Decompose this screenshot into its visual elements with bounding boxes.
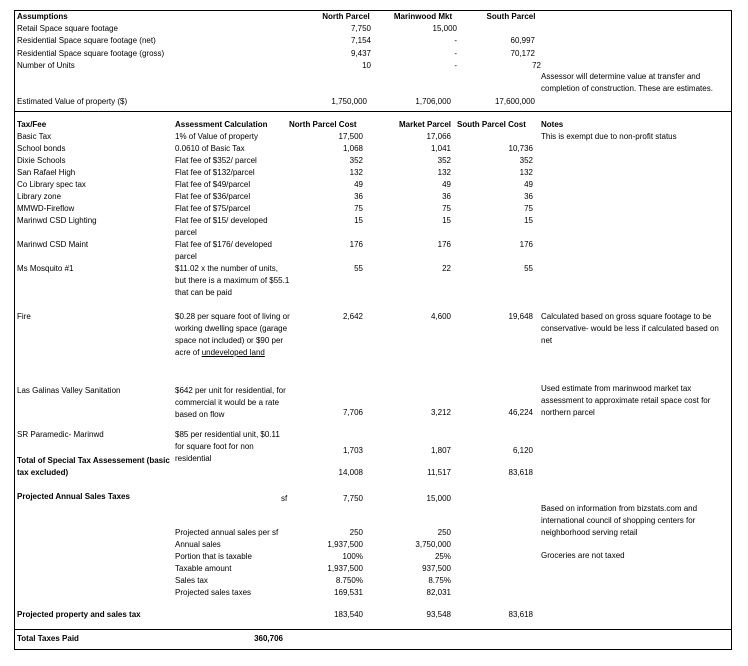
fee-north: 176 — [349, 240, 363, 249]
assump-market-3: - — [454, 61, 457, 70]
fee-calc: Flat fee of $36/parcel — [175, 192, 251, 201]
fee-north: 55 — [354, 264, 363, 273]
sales-row-label: Sales tax — [175, 576, 208, 585]
fee-north: 1,703 — [342, 446, 363, 455]
fee-market: 352 — [437, 156, 451, 165]
sales-note-2: Groceries are not taxed — [541, 551, 625, 560]
fee-south: 15 — [524, 216, 533, 225]
fee-north: 49 — [354, 180, 363, 189]
fee-calc: 1% of Value of property — [175, 132, 259, 141]
fee-south: 352 — [519, 156, 533, 165]
fee-calc: Flat fee of $49/parcel — [175, 180, 251, 189]
fee-label: Ms Mosquito #1 — [17, 264, 74, 273]
fee-market: 75 — [442, 204, 451, 213]
sales-row-label: Projected sales taxes — [175, 588, 252, 597]
sales-rows — [15, 11, 731, 649]
fee-calc: $85 per residential unit, $0.11 for square foot for non residential — [175, 430, 280, 463]
fee-north: 17,500 — [338, 132, 363, 141]
assump-north-3: 10 — [362, 61, 371, 70]
assump-south-2: 70,172 — [510, 49, 535, 58]
fee-calc: Flat fee of $75/parcel — [175, 204, 251, 213]
fee-calc: Flat fee of $15/ developed parcel — [175, 216, 268, 237]
fee-market: 132 — [437, 168, 451, 177]
sales-unit: sf — [281, 494, 288, 503]
fee-note: Used estimate from marinwood market tax assessment to approximate retail space cost for northern parcel — [541, 384, 711, 417]
assump-south-3: 72 — [532, 61, 541, 70]
sales-row-label: Portion that is taxable — [175, 552, 252, 561]
fee-north: 15 — [354, 216, 363, 225]
estimated-south: 17,600,000 — [494, 97, 535, 106]
assump-north-1: 7,154 — [350, 36, 371, 45]
fee-label: Las Galinas Valley Sanitation — [17, 386, 121, 395]
divider-2 — [15, 629, 731, 630]
fee-label: Fire — [17, 312, 31, 321]
estimated-north: 1,750,000 — [331, 97, 367, 106]
fee-market: 17,066 — [426, 132, 451, 141]
fee-south: 10,736 — [508, 144, 533, 153]
fee-south: 176 — [519, 240, 533, 249]
fee-market: 176 — [437, 240, 451, 249]
fee-north: 7,706 — [342, 408, 363, 417]
fee-calc: $11.02 x the number of units, but there is a maximum of $55.1 that can be paid — [175, 264, 290, 297]
fee-label: Marinwd CSD Maint — [17, 240, 89, 249]
assump-market-1: - — [454, 36, 457, 45]
total-special-south: 83,618 — [508, 468, 533, 477]
fee-calc: Flat fee of $352/ parcel — [175, 156, 257, 165]
sales-row-market: 25% — [434, 552, 451, 561]
fee-note: This is exempt due to non-profit status — [541, 132, 677, 141]
fee-label: Library zone — [17, 192, 62, 201]
sales-note-1: Based on information from bizstats.com and international council of shopping centers for neighborhood serving retail — [541, 504, 698, 537]
sales-market-sf: 15,000 — [426, 494, 451, 503]
fee-south: 6,120 — [512, 446, 533, 455]
fee-market: 3,212 — [430, 408, 451, 417]
assump-market-0: 15,000 — [432, 24, 457, 33]
fee-south: 19,648 — [508, 312, 533, 321]
estimated-label: Estimated Value of property ($) — [17, 97, 128, 106]
hdr-market-parcel: Market Parcel — [399, 120, 452, 129]
fee-north: 132 — [349, 168, 363, 177]
col-north-parcel: North Parcel — [322, 12, 370, 21]
assump-label-0: Retail Space square footage — [17, 24, 118, 33]
assump-north-2: 9,437 — [350, 49, 371, 58]
sales-row-north: 169,531 — [334, 588, 363, 597]
fee-south: 49 — [524, 180, 533, 189]
fee-label: San Rafael High — [17, 168, 76, 177]
estimated-market: 1,706,000 — [415, 97, 451, 106]
fee-north: 352 — [349, 156, 363, 165]
sales-row-north: 100% — [342, 552, 363, 561]
sales-row-market: 3,750,000 — [415, 540, 451, 549]
sales-row-north: 1,937,500 — [327, 540, 363, 549]
projected-market: 93,548 — [426, 610, 451, 619]
fee-market: 36 — [442, 192, 451, 201]
hdr-south-cost: South Parcel Cost — [457, 120, 526, 129]
projected-north: 183,540 — [334, 610, 363, 619]
sales-row-market: 8.75% — [428, 576, 451, 585]
fee-label: Dixie Schools — [17, 156, 66, 165]
sales-row-market: 937,500 — [422, 564, 451, 573]
fee-market: 4,600 — [430, 312, 451, 321]
fee-calc: $0.28 per square foot of living or working dwelling space (garage space not included) or $90 per acre of undeveloped land — [175, 312, 290, 357]
fee-label: MMWD-Fireflow — [17, 204, 75, 213]
assump-label-2: Residential Space square footage (gross) — [17, 49, 165, 58]
fee-calc: Flat fee of $176/ developed parcel — [175, 240, 272, 261]
fee-calc: 0.0610 of Basic Tax — [175, 144, 245, 153]
fee-label: School bonds — [17, 144, 66, 153]
fee-north: 36 — [354, 192, 363, 201]
hdr-assessment-calc: Assessment Calculation — [175, 120, 268, 129]
fee-market: 49 — [442, 180, 451, 189]
assump-market-2: - — [454, 49, 457, 58]
fee-label: Marinwd CSD Lighting — [17, 216, 97, 225]
hdr-notes: Notes — [541, 120, 564, 129]
fee-north: 2,642 — [342, 312, 363, 321]
fee-south: 55 — [524, 264, 533, 273]
fee-calc: $642 per unit for residential, for commercial it would be a rate based on flow — [175, 386, 286, 419]
sales-row-label: Taxable amount — [175, 564, 232, 573]
total-paid-label: Total Taxes Paid — [17, 634, 79, 643]
fee-south: 36 — [524, 192, 533, 201]
assumptions-heading: Assumptions — [17, 12, 68, 21]
fee-market: 15 — [442, 216, 451, 225]
projected-south: 83,618 — [508, 610, 533, 619]
fee-south: 75 — [524, 204, 533, 213]
sales-north-sf: 7,750 — [342, 494, 363, 503]
hdr-tax-fee: Tax/Fee — [17, 120, 47, 129]
sales-row-north: 250 — [349, 528, 363, 537]
sales-row-north: 1,937,500 — [327, 564, 363, 573]
sales-row-north: 8.750% — [335, 576, 363, 585]
total-special-north: 14,008 — [338, 468, 363, 477]
fee-market: 22 — [442, 264, 451, 273]
sales-row-market: 82,031 — [426, 588, 451, 597]
projected-label: Projected property and sales tax — [17, 610, 141, 619]
fee-north: 75 — [354, 204, 363, 213]
fee-note: Calculated based on gross square footage to be conservative- would be less if calculated based on net — [541, 312, 719, 345]
sales-row-label: Annual sales — [175, 540, 221, 549]
fee-label: Basic Tax — [17, 132, 52, 141]
col-south-parcel: South Parcel — [486, 12, 536, 21]
fee-market: 1,041 — [430, 144, 451, 153]
sales-row-label: Projected annual sales per sf — [175, 528, 279, 537]
assump-label-1: Residential Space square footage (net) — [17, 36, 156, 45]
assessor-note: Assessor will determine value at transfer and completion of construction. These are estimates. — [541, 72, 713, 93]
spreadsheet — [14, 10, 732, 650]
fee-market: 1,807 — [430, 446, 451, 455]
fee-label: Co Library spec tax — [17, 180, 86, 189]
fee-north: 1,068 — [342, 144, 363, 153]
hdr-north-cost: North Parcel Cost — [289, 120, 357, 129]
col-marinwood-mkt: Marinwood Mkt — [393, 12, 453, 21]
total-paid-value: 360,706 — [254, 634, 283, 643]
total-special-market: 11,517 — [427, 468, 451, 477]
total-special-label: Total of Special Tax Assessement (basic tax excluded) — [17, 456, 170, 477]
sales-row-market: 250 — [437, 528, 451, 537]
sales-label: Projected Annual Sales Taxes — [17, 492, 130, 501]
assump-north-0: 7,750 — [350, 24, 371, 33]
assump-label-3: Number of Units — [17, 61, 75, 70]
assump-south-1: 60,997 — [510, 36, 535, 45]
fee-label: SR Paramedic- Marinwd — [17, 430, 104, 439]
fee-south: 132 — [519, 168, 533, 177]
fee-south: 46,224 — [508, 408, 533, 417]
fee-calc: Flat fee of $132/parcel — [175, 168, 255, 177]
